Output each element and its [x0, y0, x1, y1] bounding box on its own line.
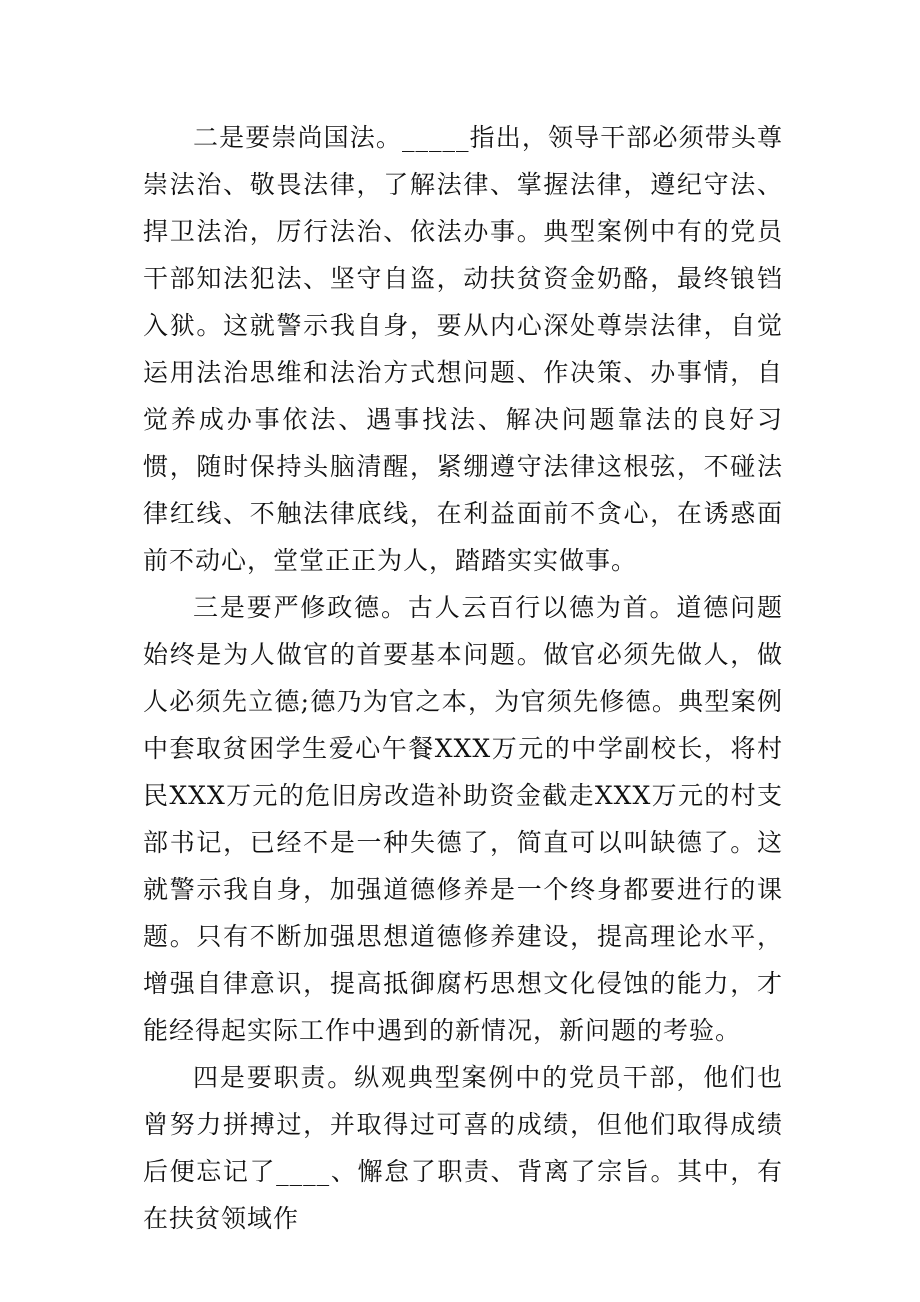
- paragraph-uphold-law: 二是要崇尚国法。_____指出，领导干部必须带头尊崇法治、敬畏法律，了解法律、掌握法律，遵纪守法、捍卫法治，厉行法治、依法办事。典型案例中有的党员干部知法犯法、坚守自盗，动扶贫资金奶酪，最终锒铛入狱。这就警示我自身，要从内心深处尊崇法律，自觉运用法治思维和法治方式想问题、作决策、办事情，自觉养成办事依法、遇事找法、解决问题靠法的良好习惯，随时保持头脑清醒，紧绷遵守法律这根弦，不碰法律红线、不触法律底线，在利益面前不贪心，在诱惑面前不动心，堂堂正正为人，踏踏实实做事。: [143, 123, 783, 575]
- document-body: [143, 114, 783, 1242]
- paragraph-political-ethics: 三是要严修政德。古人云百行以德为首。道德问题始终是为人做官的首要基本问题。做官必须先做人，做人必须先立德;德乃为官之本，为官须先修德。典型案例中套取贫困学生爱心午餐XXX万元的中学副校长，将村民XXX万元的危旧房改造补助资金截走XXX万元的村支部书记，已经不是一种失德了，简直可以叫缺德了。这就警示我自身，加强道德修养是一个终身都要进行的课题。只有不断加强思想道德修养建设，提高理论水平，增强自律意识，提高抵御腐朽思想文化侵蚀的能力，才能经得起实际工作中遇到的新情况，新问题的考验。: [143, 593, 783, 1045]
- paragraph-duty: 四是要职责。纵观典型案例中的党员干部，他们也曾努力拼搏过，并取得过可喜的成绩，但他们取得成绩后便忘记了____、懈怠了职责、背离了宗旨。其中，有在扶贫领域作: [143, 1063, 783, 1233]
